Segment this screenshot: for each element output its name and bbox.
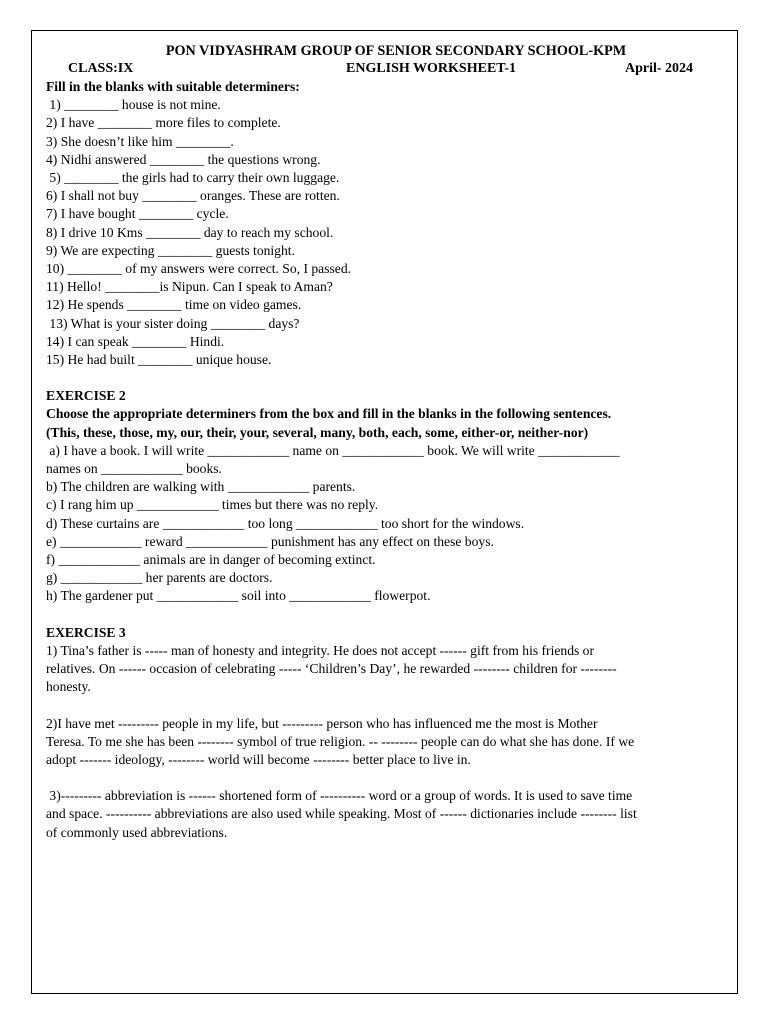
paragraph-line: relatives. On ------ occasion of celebrating ----- ‘Children’s Day’, he rewarded -------- children for -------- bbox=[46, 661, 617, 677]
exercise2-item: b) The children are walking with ____________ parents. bbox=[46, 479, 356, 495]
paragraph-line: Teresa. To me she has been -------- symbol of true religion. -- -------- people can do what she has done. If we bbox=[46, 733, 635, 749]
exercise1-list bbox=[46, 96, 726, 369]
paragraph-line: 1) Tina’s father is ----- man of honesty and integrity. He does not accept ------ gift from his friends or bbox=[46, 642, 595, 658]
exercise3-title: EXERCISE 3 bbox=[46, 624, 126, 640]
exercise1-item: 9) We are expecting ________ guests tonight. bbox=[46, 242, 295, 258]
exercise3-paragraph bbox=[46, 642, 726, 697]
paragraph-line: 3)--------- abbreviation is ------ shortened form of ---------- word or a group of words. It is used to save time bbox=[46, 788, 633, 804]
worksheet-date: April- 2024 bbox=[625, 61, 694, 76]
exercise1-item: 12) He spends ________ time on video games. bbox=[46, 297, 302, 313]
exercise1-item: 13) What is your sister doing ________ days? bbox=[46, 315, 300, 331]
exercise2-item: names on ____________ books. bbox=[46, 461, 222, 477]
exercise2-options: (This, these, those, my, our, their, your, several, many, both, each, some, either-or, neither-nor) bbox=[46, 424, 589, 440]
paragraph-line: and space. ---------- abbreviations are also used while speaking. Most of ------ dictionaries include -------- list bbox=[46, 806, 637, 822]
exercise1-item: 8) I drive 10 Kms ________ day to reach my school. bbox=[46, 224, 334, 240]
paragraph-line: of commonly used abbreviations. bbox=[46, 824, 228, 840]
exercise1-item: 15) He had built ________ unique house. bbox=[46, 352, 272, 368]
exercise2-item: f) ____________ animals are in danger of becoming extinct. bbox=[46, 552, 376, 568]
exercise2-title: EXERCISE 2 bbox=[46, 388, 126, 404]
exercise1-instruction: Fill in the blanks with suitable determiners: bbox=[46, 79, 300, 94]
paragraph-line: adopt ------- ideology, -------- world will become -------- better place to live in. bbox=[46, 751, 471, 767]
worksheet-meta bbox=[46, 60, 726, 78]
school-name: PON VIDYASHRAM GROUP OF SENIOR SECONDARY SCHOOL-KPM bbox=[165, 43, 627, 59]
paragraph-line: 2)I have met --------- people in my life, but --------- person who has influenced me the most is Mother bbox=[46, 715, 598, 731]
exercise1-item: 4) Nidhi answered ________ the questions wrong. bbox=[46, 151, 321, 167]
exercise2-item: a) I have a book. I will write ____________ name on ____________ book. We will write ____________ bbox=[46, 442, 620, 458]
exercise1-item: 3) She doesn’t like him ________. bbox=[46, 133, 234, 149]
exercise1-item: 2) I have ________ more files to complete. bbox=[46, 115, 281, 131]
exercise2-item: d) These curtains are ____________ too long ____________ too short for the windows. bbox=[46, 515, 525, 531]
class-label: CLASS:IX bbox=[68, 61, 134, 76]
exercise1-item: 6) I shall not buy ________ oranges. These are rotten. bbox=[46, 188, 340, 204]
exercise3-paragraph bbox=[46, 715, 726, 770]
exercise2-item: e) ____________ reward ____________ punishment has any effect on these boys. bbox=[46, 533, 494, 549]
exercise2-instruction: Choose the appropriate determiners from the box and fill in the blanks in the following sentences. bbox=[46, 406, 612, 422]
exercise2-item: h) The gardener put ____________ soil into ____________ flowerpot. bbox=[46, 588, 431, 604]
exercise2-item: c) I rang him up ____________ times but there was no reply. bbox=[46, 497, 379, 513]
spacer bbox=[46, 606, 726, 624]
exercise3-paragraph bbox=[46, 787, 726, 842]
spacer bbox=[46, 769, 726, 787]
exercise2-item: g) ____________ her parents are doctors. bbox=[46, 570, 273, 586]
paragraph-line: honesty. bbox=[46, 679, 91, 695]
exercise1-item: 7) I have bought ________ cycle. bbox=[46, 206, 229, 222]
exercise1-item: 14) I can speak ________ Hindi. bbox=[46, 333, 225, 349]
worksheet-title: ENGLISH WORKSHEET-1 bbox=[346, 61, 517, 76]
exercise2-list bbox=[46, 442, 726, 606]
exercise1-item: 10) ________ of my answers were correct. So, I passed. bbox=[46, 261, 352, 277]
exercise1-item: 11) Hello! ________is Nipun. Can I speak to Aman? bbox=[46, 279, 333, 295]
worksheet bbox=[46, 42, 726, 842]
spacer bbox=[46, 369, 726, 387]
exercise1-item: 5) ________ the girls had to carry their own luggage. bbox=[46, 170, 340, 186]
exercise1-item: 1) ________ house is not mine. bbox=[46, 97, 221, 113]
spacer bbox=[46, 697, 726, 715]
